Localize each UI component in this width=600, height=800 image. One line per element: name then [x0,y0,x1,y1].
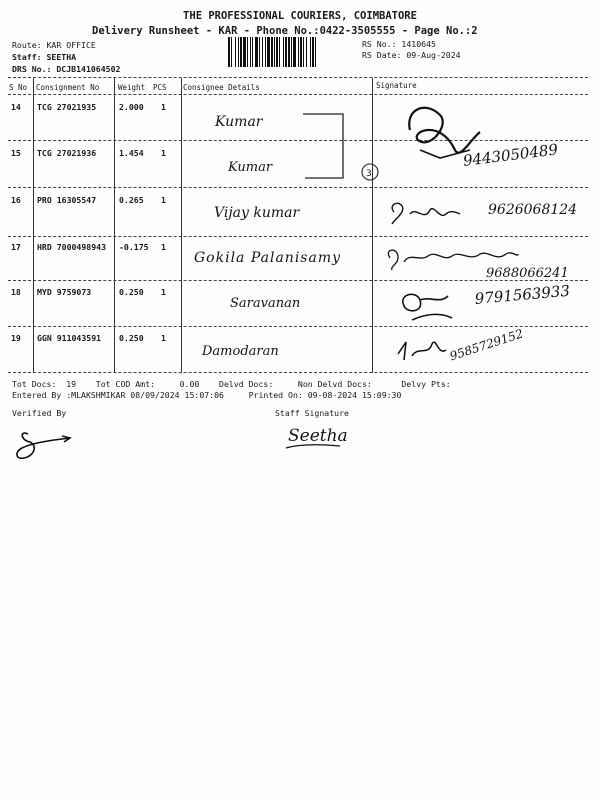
row-sno: 15 [11,148,21,158]
col-header-consignment: Consignment No [36,83,100,92]
drs-number: DRS No.: DCJB141064502 [12,64,121,74]
row-weight: 2.000 [119,102,144,112]
row-sno: 19 [11,333,21,343]
row-pcs: 1 [161,148,166,158]
verified-by-label: Verified By [12,408,67,418]
phone-handwritten: 9443050489 [462,140,559,170]
staff-label: Staff: SEETHA [12,52,77,62]
row-weight: 0.265 [119,195,144,205]
row-weight: 0.250 [119,333,144,343]
col-header-consignee: Consignee Details [183,83,260,92]
row-pcs: 1 [161,195,166,205]
row-consignment: MYD 9759073 [37,287,92,297]
col-header-sno: S No [9,83,28,92]
consignee-handwritten: Kumar [215,114,263,130]
row-consignment: TCG 27021936 [37,148,97,158]
row-weight: 0.250 [119,287,144,297]
row-consignment: GGN 911043591 [37,333,102,343]
col-header-signature: Signature [376,81,417,90]
phone-handwritten: 9585729152 [448,326,525,364]
staff-signature-label: Staff Signature [275,408,349,418]
row-pcs: 1 [161,287,166,297]
staff-signature-handwritten: Seetha [288,426,348,446]
consignee-handwritten: Vijay kumar [214,205,300,221]
row-sno: 18 [11,287,21,297]
row-weight: -0.175 [119,242,149,252]
col-header-weight: Weight [118,83,146,92]
col-header-pcs: PCS [153,83,167,92]
entered-by-line: Entered By :MLAKSHMIKAR 08/09/2024 15:07:06 Printed On: 09-08-2024 15:09:30 [12,390,402,400]
phone-handwritten: 9688066241 [486,266,569,281]
consignee-handwritten: Saravanan [230,296,301,311]
company-name: THE PROFESSIONAL COURIERS, COIMBATORE [183,10,417,22]
consignee-handwritten: Damodaran [202,344,279,359]
svg-text:3: 3 [366,169,372,179]
row-sno: 16 [11,195,21,205]
consignee-handwritten: Gokila Palanisamy [194,250,342,266]
phone-handwritten: 9791563933 [474,281,571,308]
row-pcs: 1 [161,242,166,252]
rs-date: RS Date: 09-Aug-2024 [362,50,461,60]
row-consignment: PRO 16305547 [37,195,97,205]
rs-number: RS No.: 1410645 [362,39,436,49]
phone-handwritten: 9626068124 [488,202,578,218]
row-sno: 17 [11,242,21,252]
totals-line: Tot Docs: 19 Tot COD Amt: 0.00 Delvd Docs: Non Delvd Docs: Delvy Pts: [12,379,451,389]
row-pcs: 1 [161,333,166,343]
row-consignment: TCG 27021935 [37,102,97,112]
row-weight: 1.454 [119,148,144,158]
consignee-handwritten: Kumar [228,160,273,175]
row-sno: 14 [11,102,21,112]
row-pcs: 1 [161,102,166,112]
runsheet-subtitle: Delivery Runsheet - KAR - Phone No.:0422-3505555 - Page No.:2 [92,25,478,37]
route-label: Route: KAR OFFICE [12,40,96,50]
row-consignment: HRD 7000498943 [37,242,107,252]
